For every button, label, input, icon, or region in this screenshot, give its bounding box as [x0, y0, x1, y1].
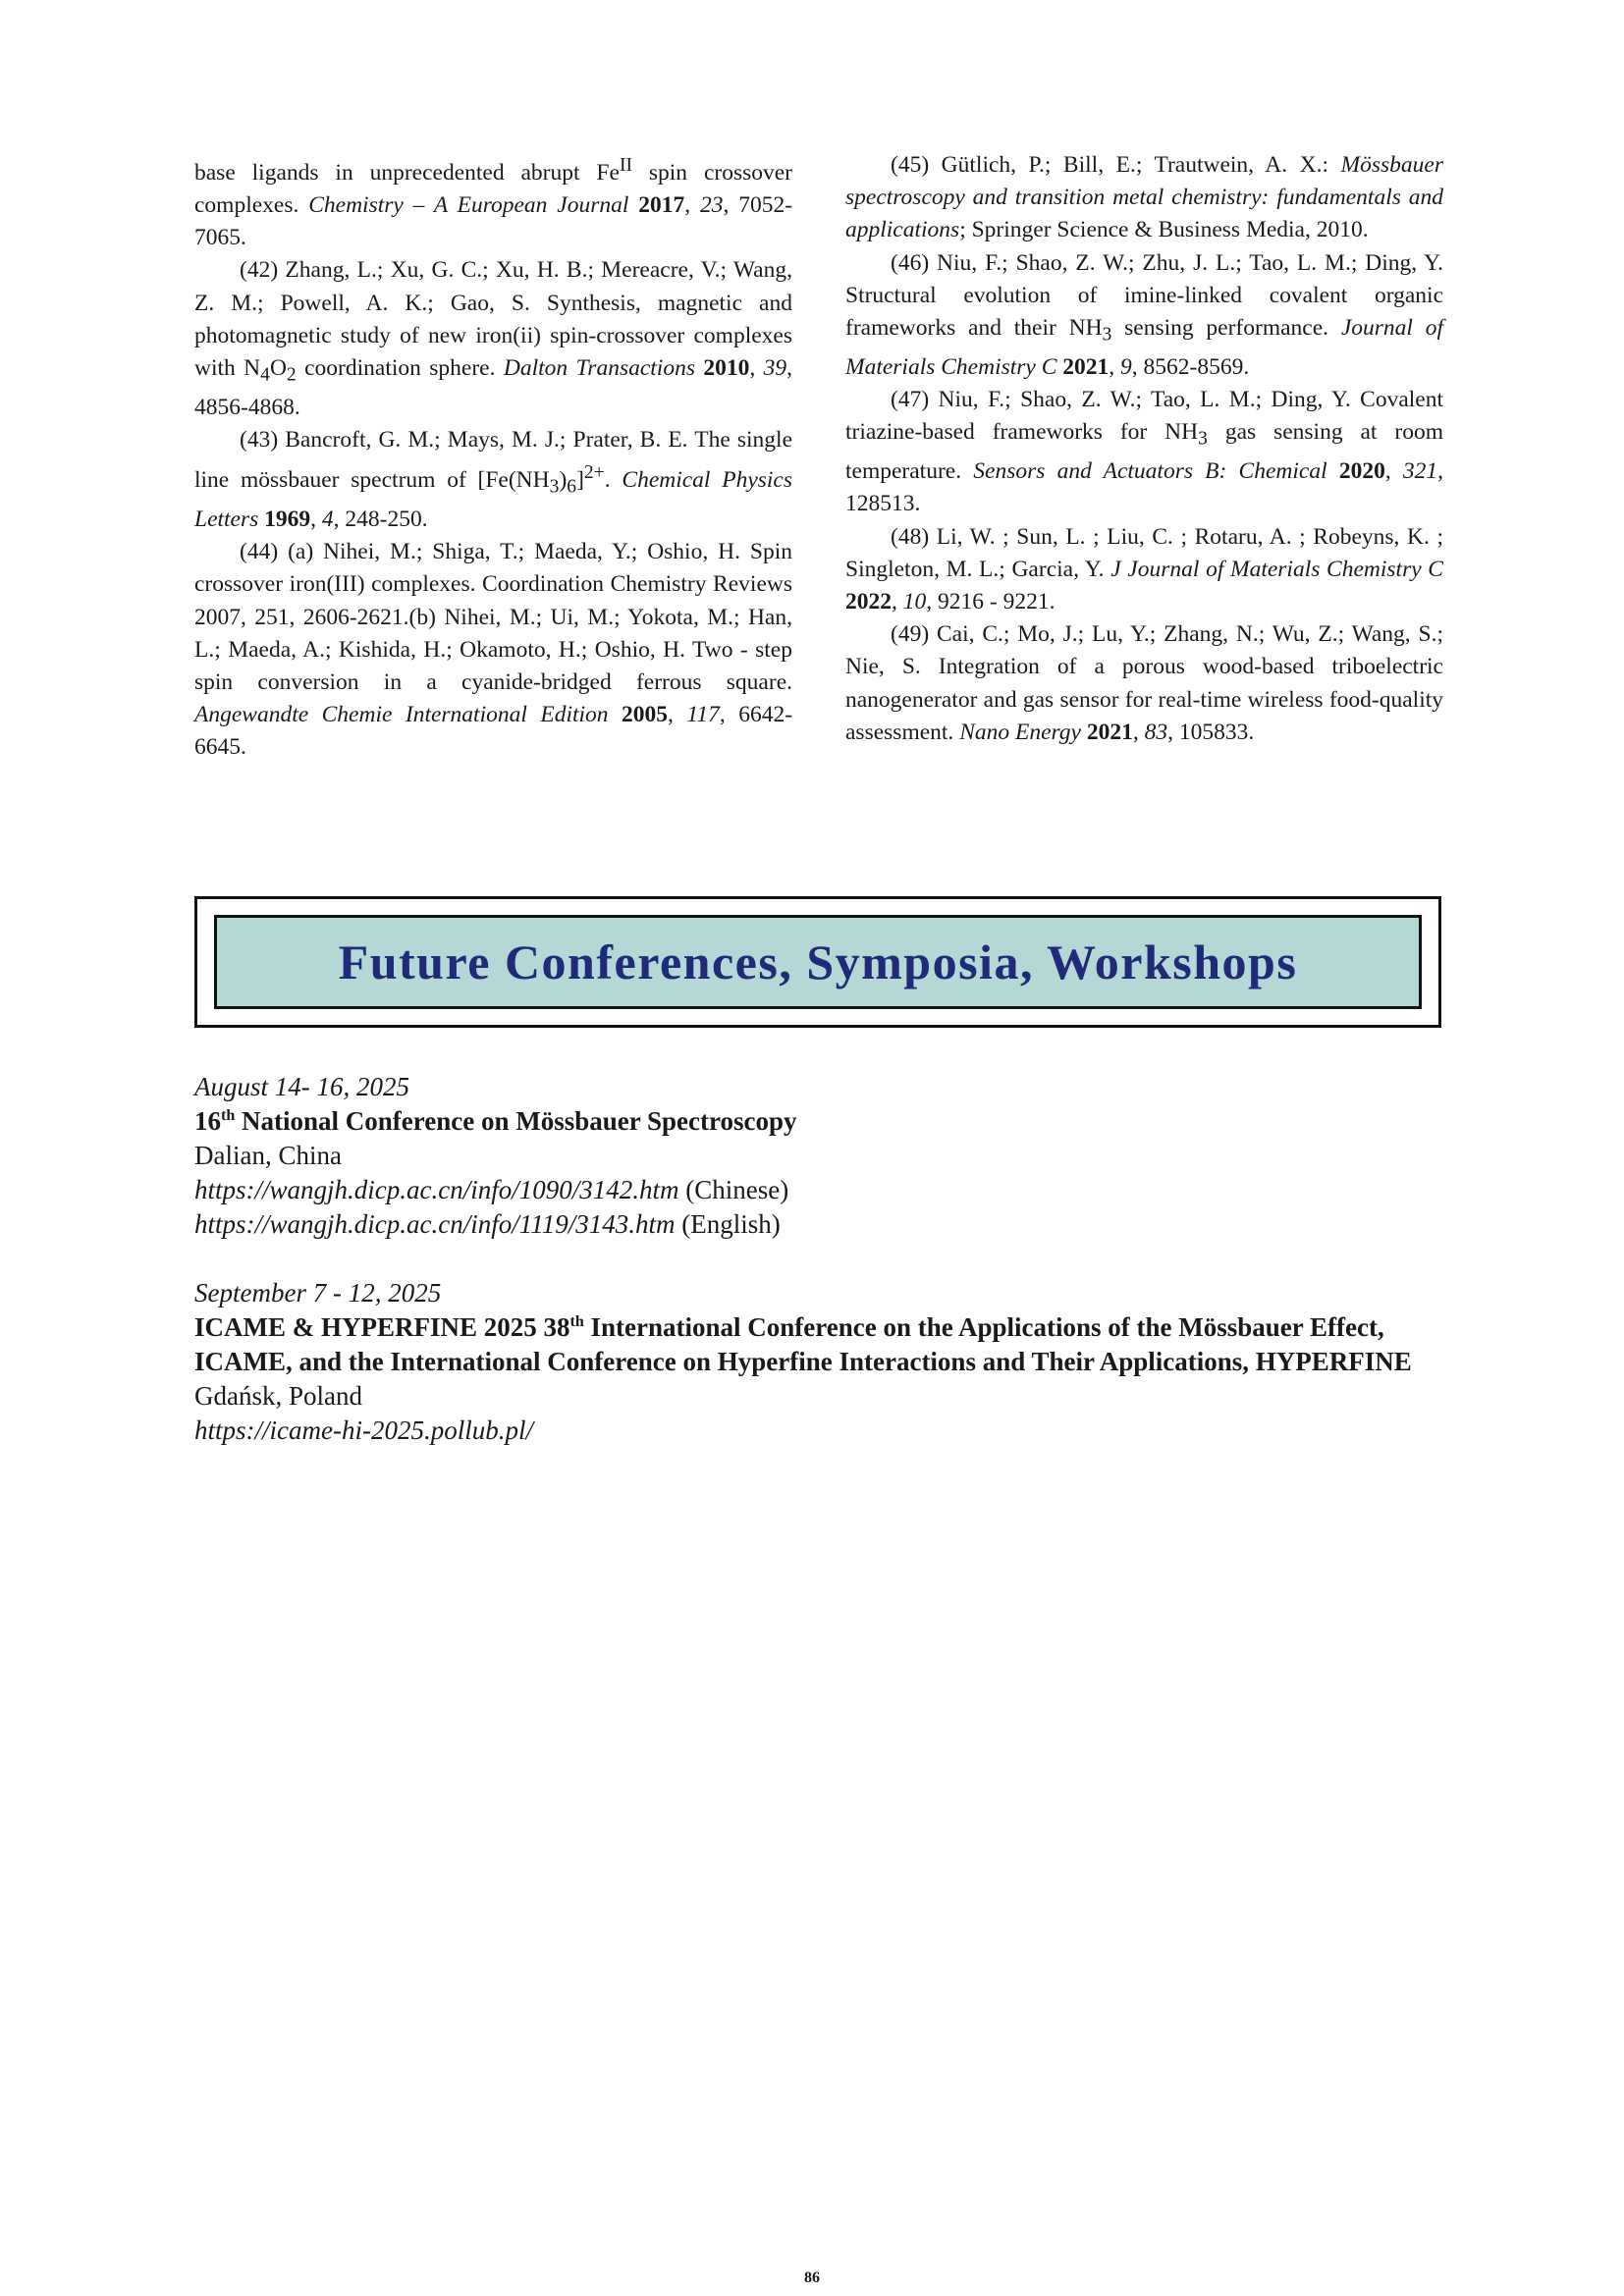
section-title: Future Conferences, Symposia, Workshops: [338, 934, 1298, 989]
conference-location: Gdańsk, Poland: [194, 1381, 362, 1411]
conference-link[interactable]: https://wangjh.dicp.ac.cn/info/1090/3142.htm: [194, 1175, 679, 1204]
reference-45: (45) Gütlich, P.; Bill, E.; Trautwein, A. X.: Mössbauer spectroscopy and transition metal chemistry: fundamentals and applications; Springer Science & Business Media, 2010.: [845, 152, 1443, 243]
references-list: [194, 149, 1443, 777]
page-number: 86: [804, 2269, 820, 2286]
conference-title: ICAME & HYPERFINE 2025 38th International Conference on the Applications of the Mössbauer Effect, ICAME, and the International Conference on Hyperfine Interactions and Their Applications, HYPERFINE: [194, 1312, 1412, 1376]
conference-title: 16th National Conference on Mössbauer Spectroscopy: [194, 1106, 797, 1136]
reference-41-continued: base ligands in unprecedented abrupt $Fe^{II}$ spin crossover complexes. Chemistry – A European Journal 2017, 23, 7052-7065.: [194, 155, 793, 251]
conference-date: September 7 - 12, 2025: [194, 1278, 442, 1308]
conference-location: Dalian, China: [194, 1141, 342, 1170]
reference-43: (43) Bancroft, G. M.; Mays, M. J.; Prater, B. E. The single line mössbauer spectrum of $[Fe(NH_3)_6]^{2+}$. Chemical Physics Letters 1969, 4, 248-250.: [194, 427, 793, 533]
conference-link[interactable]: https://icame-hi-2025.pollub.pl/: [194, 1415, 533, 1445]
reference-46: (46) Niu, F.; Shao, Z. W.; Zhu, J. L.; Tao, L. M.; Ding, Y. Structural evolution of imine-linked covalent organic frameworks and their $NH_3$ sensing performance. Journal of Materials Chemistry C 2021, 9, 8562-8569.: [845, 249, 1444, 380]
conference-link[interactable]: https://wangjh.dicp.ac.cn/info/1119/3143.htm: [194, 1209, 676, 1239]
section-banner-inner: [214, 915, 1422, 1009]
reference-49: (49) Cai, C.; Mo, J.; Lu, Y.; Zhang, N.; Wu, Z.; Wang, S.; Nie, S. Integration of a porous wood-based triboelectric nanogenerator and gas sensor for real-time wireless food-quality assessment. Nano Energy 2021, 83, 105833.: [845, 621, 1443, 745]
reference-44: (44) (a) Nihei, M.; Shiga, T.; Maeda, Y.; Oshio, H. Spin crossover iron(III) complexes. Coordination Chemistry Reviews 2007, 251, 2606-2621.(b) Nihei, M.; Ui, M.; Yokota, M.; Han, L.; Maeda, A.; Kishida, H.; Okamoto, H.; Oshio, H. Two - step spin conversion in a cyanide-bridged ferrous square. Angewandte Chemie International Edition 2005, 117, 6642-6645.: [194, 539, 793, 761]
conference-date: August 14- 16, 2025: [194, 1072, 409, 1101]
conference-item: [194, 1276, 1443, 1448]
conference-link-row: https://wangjh.dicp.ac.cn/info/1090/3142.htm (Chinese): [194, 1175, 789, 1204]
conference-list: [194, 1070, 1443, 1482]
reference-47: (47) Niu, F.; Shao, Z. W.; Tao, L. M.; Ding, Y. Covalent triazine-based frameworks for $NH_3$ gas sensing at room temperature. Sensors and Actuators B: Chemical 2020, 321, 128513.: [845, 387, 1444, 517]
conference-item: [194, 1070, 1443, 1242]
section-banner: [194, 896, 1441, 1028]
reference-42: (42) Zhang, L.; Xu, G. C.; Xu, H. B.; Mereacre, V.; Wang, Z. M.; Powell, A. K.; Gao, S. Synthesis, magnetic and photomagnetic study of new iron(ii) spin-crossover complexes with $N_4O_2$ coordination sphere. Dalton Transactions 2010, 39, 4856-4868.: [194, 257, 793, 420]
reference-48: (48) Li, W. ; Sun, L. ; Liu, C. ; Rotaru, A. ; Robeyns, K. ; Singleton, M. L.; Garcia, Y. J Journal of Materials Chemistry C 2022, 10, 9216 - 9221.: [845, 523, 1443, 615]
conference-link-row: https://wangjh.dicp.ac.cn/info/1119/3143.htm (English): [194, 1209, 781, 1239]
